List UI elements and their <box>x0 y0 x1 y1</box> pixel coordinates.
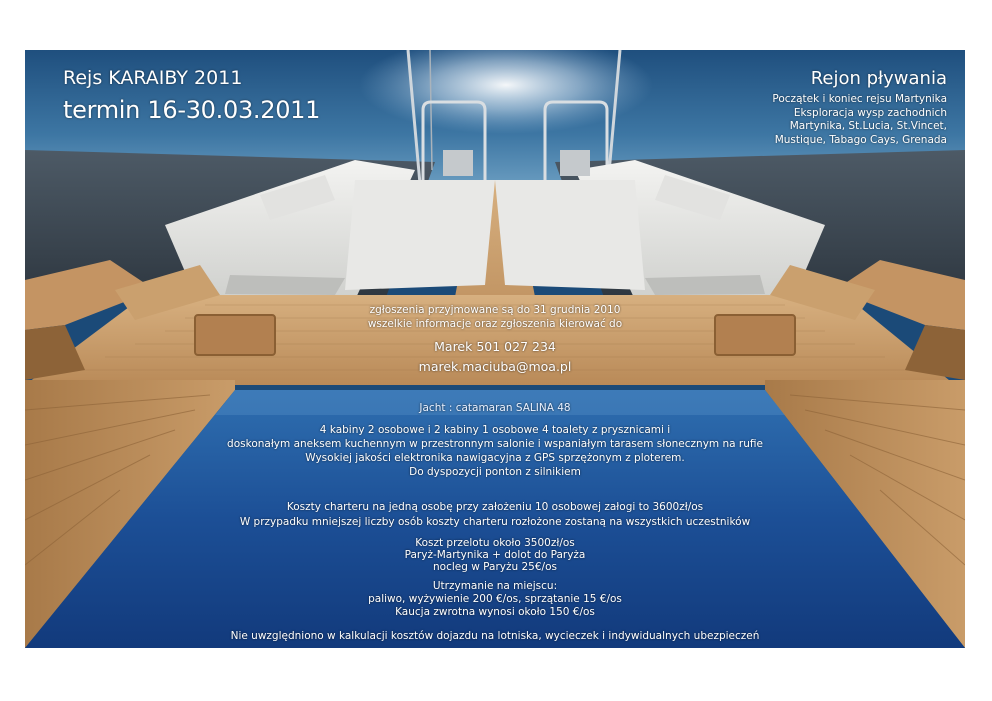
poster <box>25 50 965 648</box>
flight-cost-line: Paryż-Martynika + dolot do Paryża <box>404 549 586 561</box>
region-line: Martynika, St.Lucia, St.Vincet, <box>789 120 947 132</box>
contact-name-phone: Marek 501 027 234 <box>434 339 556 354</box>
charter-cost-line: W przypadku mniejszej liczby osób koszty charteru rozłożone zostaną na wszystkich uczestników <box>239 516 751 528</box>
living-cost-line: Utrzymanie na miejscu: <box>432 580 558 592</box>
info-text: wszelkie informacje oraz zgłoszenia kierować do <box>367 318 623 330</box>
living-cost-line: paliwo, wyżywienie 200 €/os, sprzątanie 15 €/os <box>368 593 622 605</box>
yacht-name: Jacht : catamaran SALINA 48 <box>419 402 571 414</box>
region-line: Początek i koniec rejsu Martynika <box>772 93 947 105</box>
yacht-desc-line: 4 kabiny 2 osobowe i 2 kabiny 1 osobowe 4 toalety z prysznicami i <box>319 424 671 436</box>
region-line: Mustique, Tabago Cays, Grenada <box>774 133 947 146</box>
cruise-dates: termin 16-30.03.2011 <box>63 96 321 124</box>
charter-cost-line: Koszty charteru na jedną osobę przy założeniu 10 osobowej załogi to 3600zł/os <box>286 501 704 513</box>
sailing-region <box>772 68 947 147</box>
yacht-desc-line: Wysokiej jakości elektronika nawigacyjna z GPS sprzężonym z ploterem. <box>305 452 685 464</box>
region-line: Eksploracja wysp zachodnich <box>793 106 947 119</box>
cruise-title: Rejs KARAIBY 2011 <box>63 67 243 89</box>
yacht-desc-line: Do dyspozycji ponton z silnikiem <box>409 466 581 478</box>
flight-cost-line: Koszt przelotu około 3500zł/os <box>415 537 575 549</box>
region-title: Rejon pływania <box>810 68 947 89</box>
living-cost-line: Kaucja zwrotna wynosi około 150 €/os <box>395 606 595 618</box>
cost-exclusions-note: Nie uwzględniono w kalkulacji kosztów dojazdu na lotniska, wycieczek i indywidualnych ubezpieczeń <box>230 630 760 642</box>
flight-cost-line: nocleg w Paryżu 25€/os <box>433 561 557 573</box>
yacht-desc-line: doskonałym aneksem kuchennym w przestronnym salonie i wspaniałym tarasem słonecznym na rufie <box>227 438 763 450</box>
deadline-text: zgłoszenia przyjmowane są do 31 grudnia 2010 <box>369 304 621 316</box>
contact-email[interactable]: marek.maciuba@moa.pl <box>418 359 572 374</box>
